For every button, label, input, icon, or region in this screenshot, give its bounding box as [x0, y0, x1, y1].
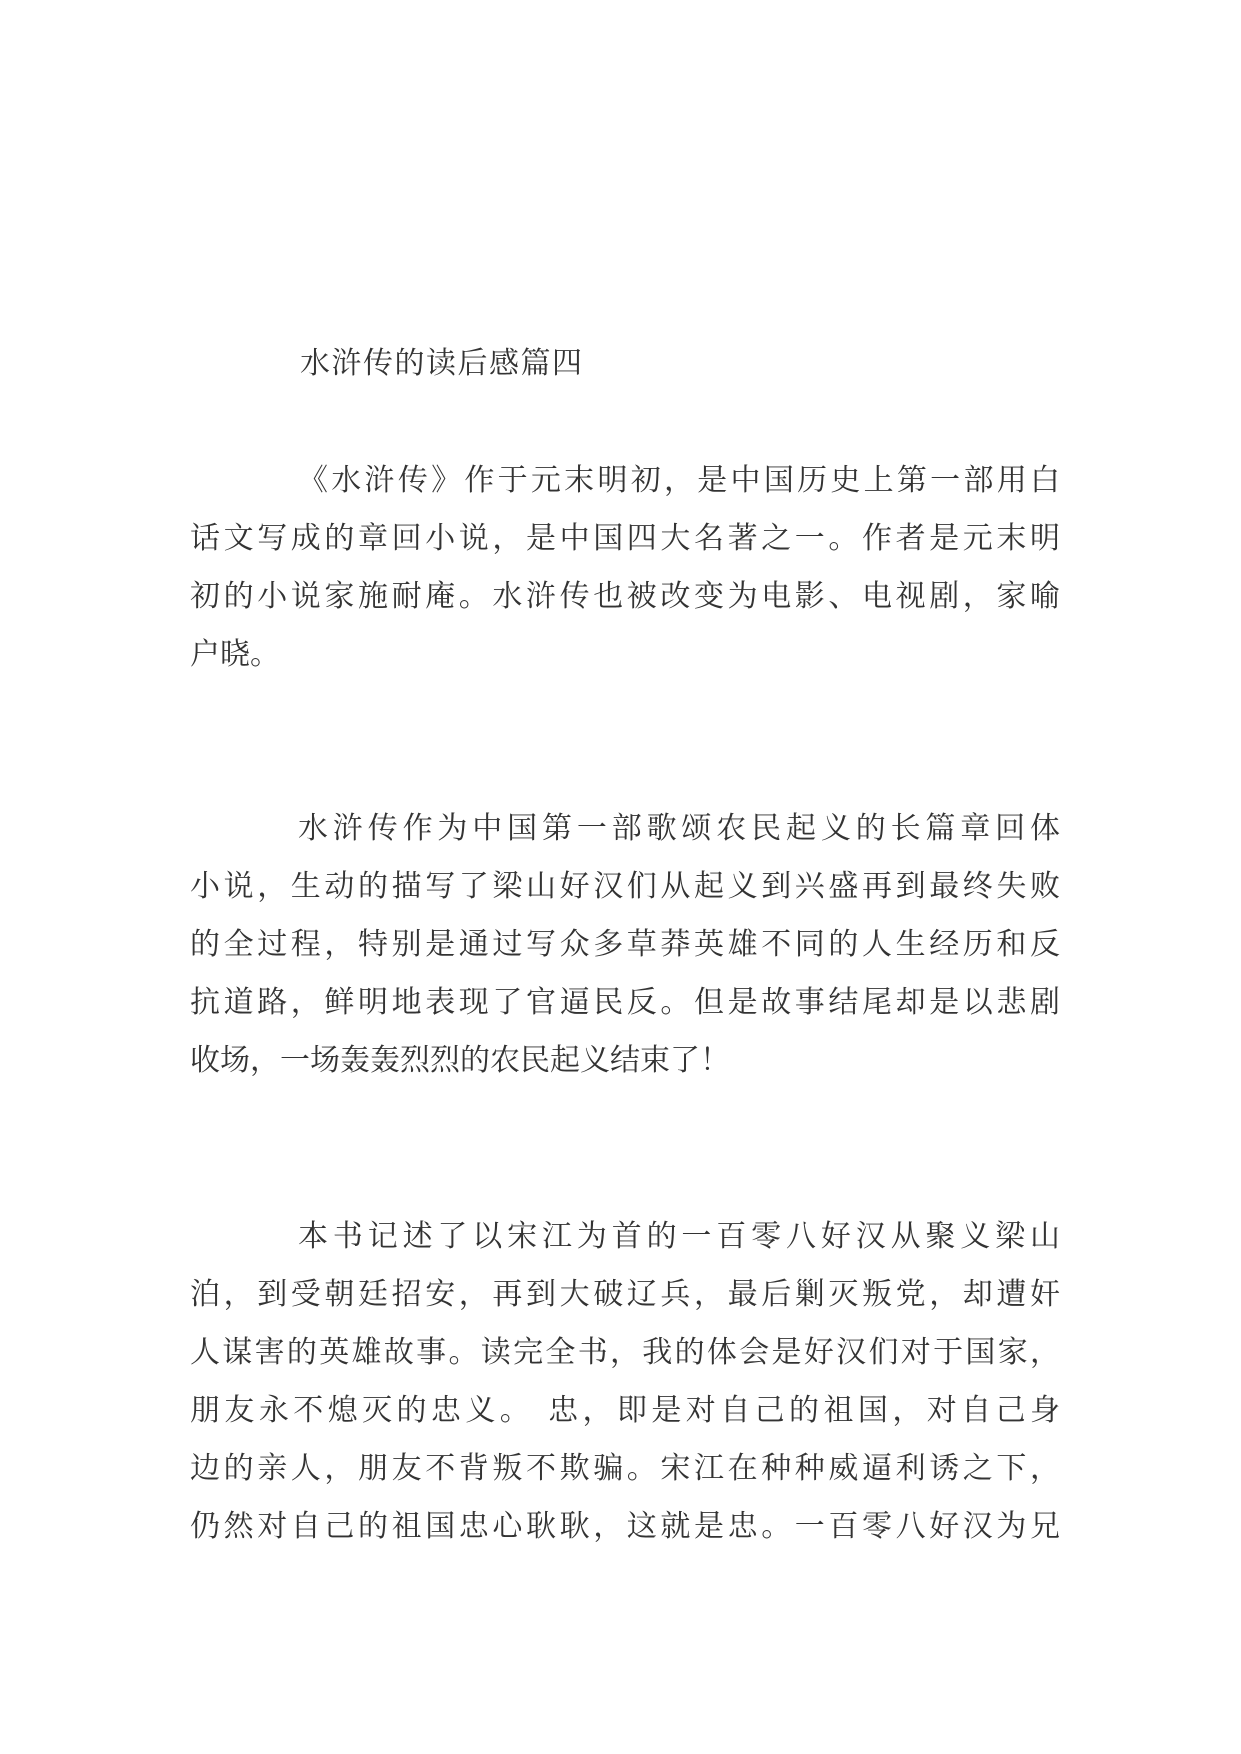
paragraph-line: 泊，到受朝廷招安，再到大破辽兵，最后剿灭叛党，却遭奸 [190, 1277, 1060, 1312]
paragraph-line: 的全过程，特别是通过写众多草莽英雄不同的人生经历和反 [190, 927, 1060, 962]
paragraph-line: 《水浒传》作于元末明初，是中国历史上第一部用白 [298, 463, 1060, 498]
paragraph-line: 收场，一场轰轰烈烈的农民起义结束了！ [190, 1043, 730, 1078]
paragraph-line: 朋友永不熄灭的忠义。 忠，即是对自己的祖国，对自己身 [190, 1393, 1060, 1428]
paragraph-line: 本书记述了以宋江为首的一百零八好汉从聚义梁山 [298, 1219, 1060, 1254]
paragraph-line: 人谋害的英雄故事。读完全书，我的体会是好汉们对于国家， [190, 1335, 1060, 1370]
paragraph-line: 抗道路，鲜明地表现了官逼民反。但是故事结尾却是以悲剧 [190, 985, 1060, 1020]
paragraph-line: 话文写成的章回小说，是中国四大名著之一。作者是元末明 [190, 521, 1060, 556]
paragraph-line: 水浒传作为中国第一部歌颂农民起义的长篇章回体 [298, 811, 1060, 846]
paragraph-overview [190, 800, 1060, 1090]
paragraph-reflection [190, 1208, 1060, 1556]
paragraph-line: 边的亲人，朋友不背叛不欺骗。宋江在种种威逼利诱之下， [190, 1451, 1060, 1486]
paragraph-line: 初的小说家施耐庵。水浒传也被改变为电影、电视剧，家喻 [190, 579, 1060, 614]
paragraph-line: 小说，生动的描写了梁山好汉们从起义到兴盛再到最终失败 [190, 869, 1060, 904]
paragraph-line: 户晓。 [190, 637, 280, 672]
paragraph-line: 仍然对自己的祖国忠心耿耿，这就是忠。一百零八好汉为兄 [190, 1509, 1060, 1544]
paragraph-introduction [190, 452, 1060, 684]
document-title: 水浒传的读后感篇四 [300, 346, 584, 381]
